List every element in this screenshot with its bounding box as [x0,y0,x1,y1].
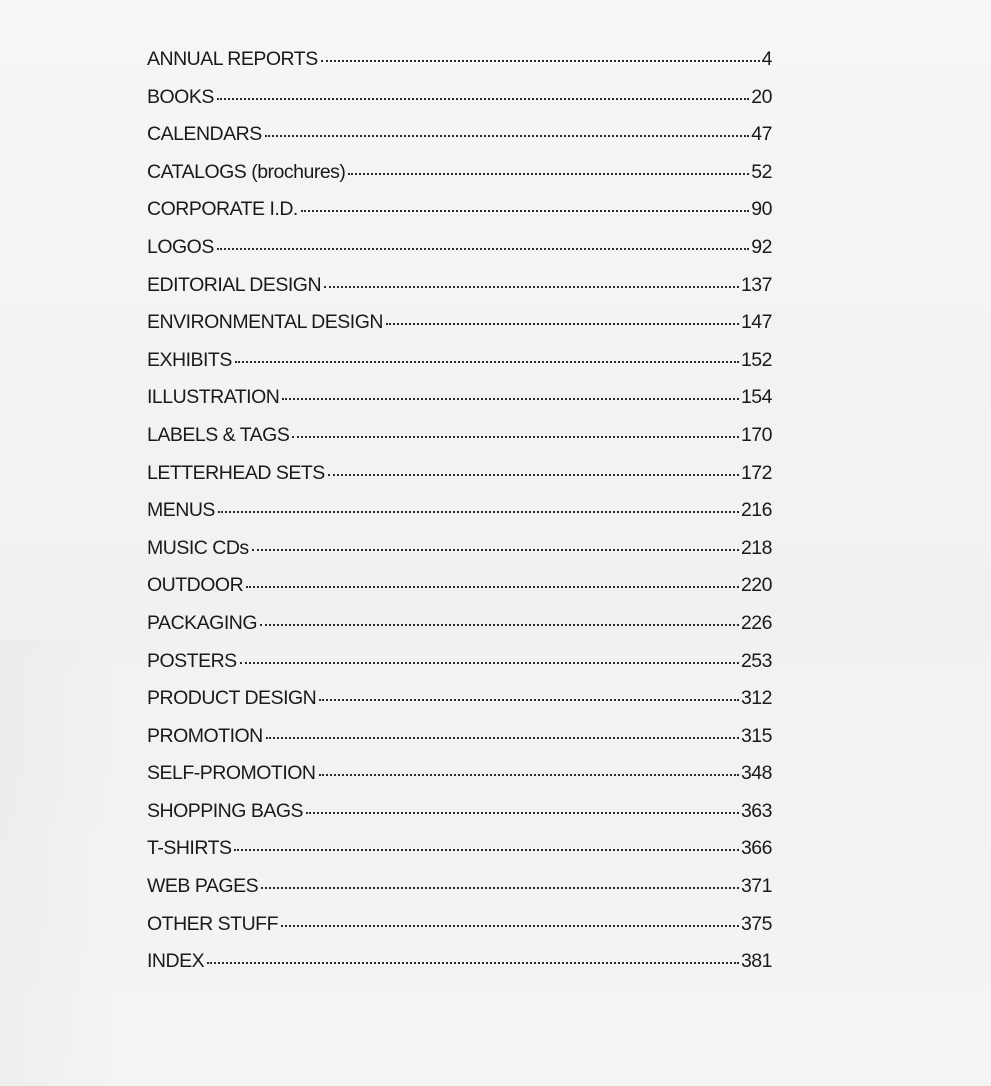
toc-entry [147,462,772,500]
dot-leader [261,887,739,889]
dot-leader [281,925,739,927]
dot-leader [207,962,739,964]
toc-entry-label: LABELS & TAGS [147,423,290,446]
toc-entry-label: T-SHIRTS [147,837,232,860]
paper-shading [0,640,120,1086]
toc-entry-page-number: 4 [761,48,772,70]
toc-entry [147,537,772,575]
dot-leader [282,398,739,400]
toc-entry-label: MUSIC CDs [147,536,249,559]
toc-entry [147,650,772,688]
toc-entry-label: BOOKS [147,85,214,108]
toc-entry [147,86,772,124]
dot-leader [217,98,749,100]
dot-leader [319,774,739,776]
dot-leader [328,474,739,476]
toc-entry-label: ILLUSTRATION [147,386,280,409]
toc-entry [147,311,772,349]
toc-entry [147,161,772,199]
toc-entry-page-number: 375 [740,912,772,935]
toc-entry-page-number: 371 [740,875,772,898]
toc-entry-label: LETTERHEAD SETS [147,461,325,484]
toc-entry-label: CORPORATE I.D. [147,198,298,221]
toc-entry-label: CATALOGS (brochures) [147,160,346,183]
toc-entry [147,386,772,424]
toc-entry [147,424,772,462]
dot-leader [240,662,739,664]
toc-entry-label: INDEX [147,950,205,973]
dot-leader [252,549,739,551]
toc-entry-page-number: 366 [740,837,772,860]
toc-entry-label: SHOPPING BAGS [147,799,304,822]
dot-leader [265,135,750,137]
dot-leader [348,173,749,175]
dot-leader [319,699,739,701]
table-of-contents [147,48,772,988]
toc-entry [147,123,772,161]
toc-entry [147,274,772,312]
toc-entry [147,198,772,236]
dot-leader [292,436,739,438]
toc-entry-page-number: 363 [740,799,772,822]
dot-leader [246,586,739,588]
toc-entry [147,913,772,951]
toc-entry-label: SELF-PROMOTION [147,762,316,785]
toc-entry [147,762,772,800]
dot-leader [306,812,739,814]
toc-entry-label: WEB PAGES [147,875,259,898]
toc-entry [147,950,772,988]
dot-leader [386,323,739,325]
dot-leader [235,361,739,363]
toc-entry-label: ENVIRONMENTAL DESIGN [147,311,383,334]
toc-entry-page-number: 137 [740,273,772,296]
toc-entry [147,349,772,387]
dot-leader [217,248,749,250]
toc-entry [147,574,772,612]
dot-leader [321,60,760,62]
toc-entry-label: PACKAGING [147,611,257,634]
toc-entry-label: EDITORIAL DESIGN [147,273,322,296]
toc-entry-page-number: 315 [740,724,772,747]
dot-leader [324,286,739,288]
toc-entry-page-number: 152 [740,348,772,371]
toc-entry-page-number: 226 [740,611,772,634]
toc-entry-page-number: 90 [751,198,772,221]
toc-entry-label: OUTDOOR [147,574,244,597]
toc-entry-page-number: 20 [751,85,772,108]
toc-entry [147,725,772,763]
toc-entry-page-number: 52 [751,160,772,183]
toc-entry-page-number: 147 [740,311,772,334]
toc-entry-label: CALENDARS [147,123,262,146]
toc-entry-page-number: 47 [751,123,772,146]
toc-entry-page-number: 220 [740,574,772,597]
toc-entry-page-number: 381 [740,950,772,973]
toc-entry-page-number: 170 [740,423,772,446]
toc-entry [147,499,772,537]
toc-entry [147,687,772,725]
dot-leader [301,210,749,212]
dot-leader [266,737,739,739]
dot-leader [218,511,739,513]
dot-leader [234,849,738,851]
dot-leader [260,624,739,626]
toc-entry-label: MENUS [147,499,215,522]
toc-entry-label: PRODUCT DESIGN [147,687,317,710]
toc-entry-page-number: 92 [751,235,772,258]
toc-entry-page-number: 348 [740,762,772,785]
toc-entry-label: EXHIBITS [147,348,232,371]
toc-entry-page-number: 154 [740,386,772,409]
toc-entry-page-number: 218 [740,536,772,559]
toc-entry-page-number: 216 [740,499,772,522]
toc-entry [147,875,772,913]
toc-entry [147,48,772,86]
toc-entry [147,612,772,650]
toc-entry [147,837,772,875]
toc-entry [147,800,772,838]
toc-entry-label: LOGOS [147,235,214,258]
toc-entry-label: PROMOTION [147,724,263,747]
toc-entry-page-number: 312 [740,687,772,710]
toc-entry-page-number: 253 [740,649,772,672]
toc-entry-label: POSTERS [147,649,237,672]
toc-entry-label: OTHER STUFF [147,912,278,935]
toc-entry [147,236,772,274]
toc-entry-page-number: 172 [740,461,772,484]
toc-entry-label: ANNUAL REPORTS [147,48,318,70]
